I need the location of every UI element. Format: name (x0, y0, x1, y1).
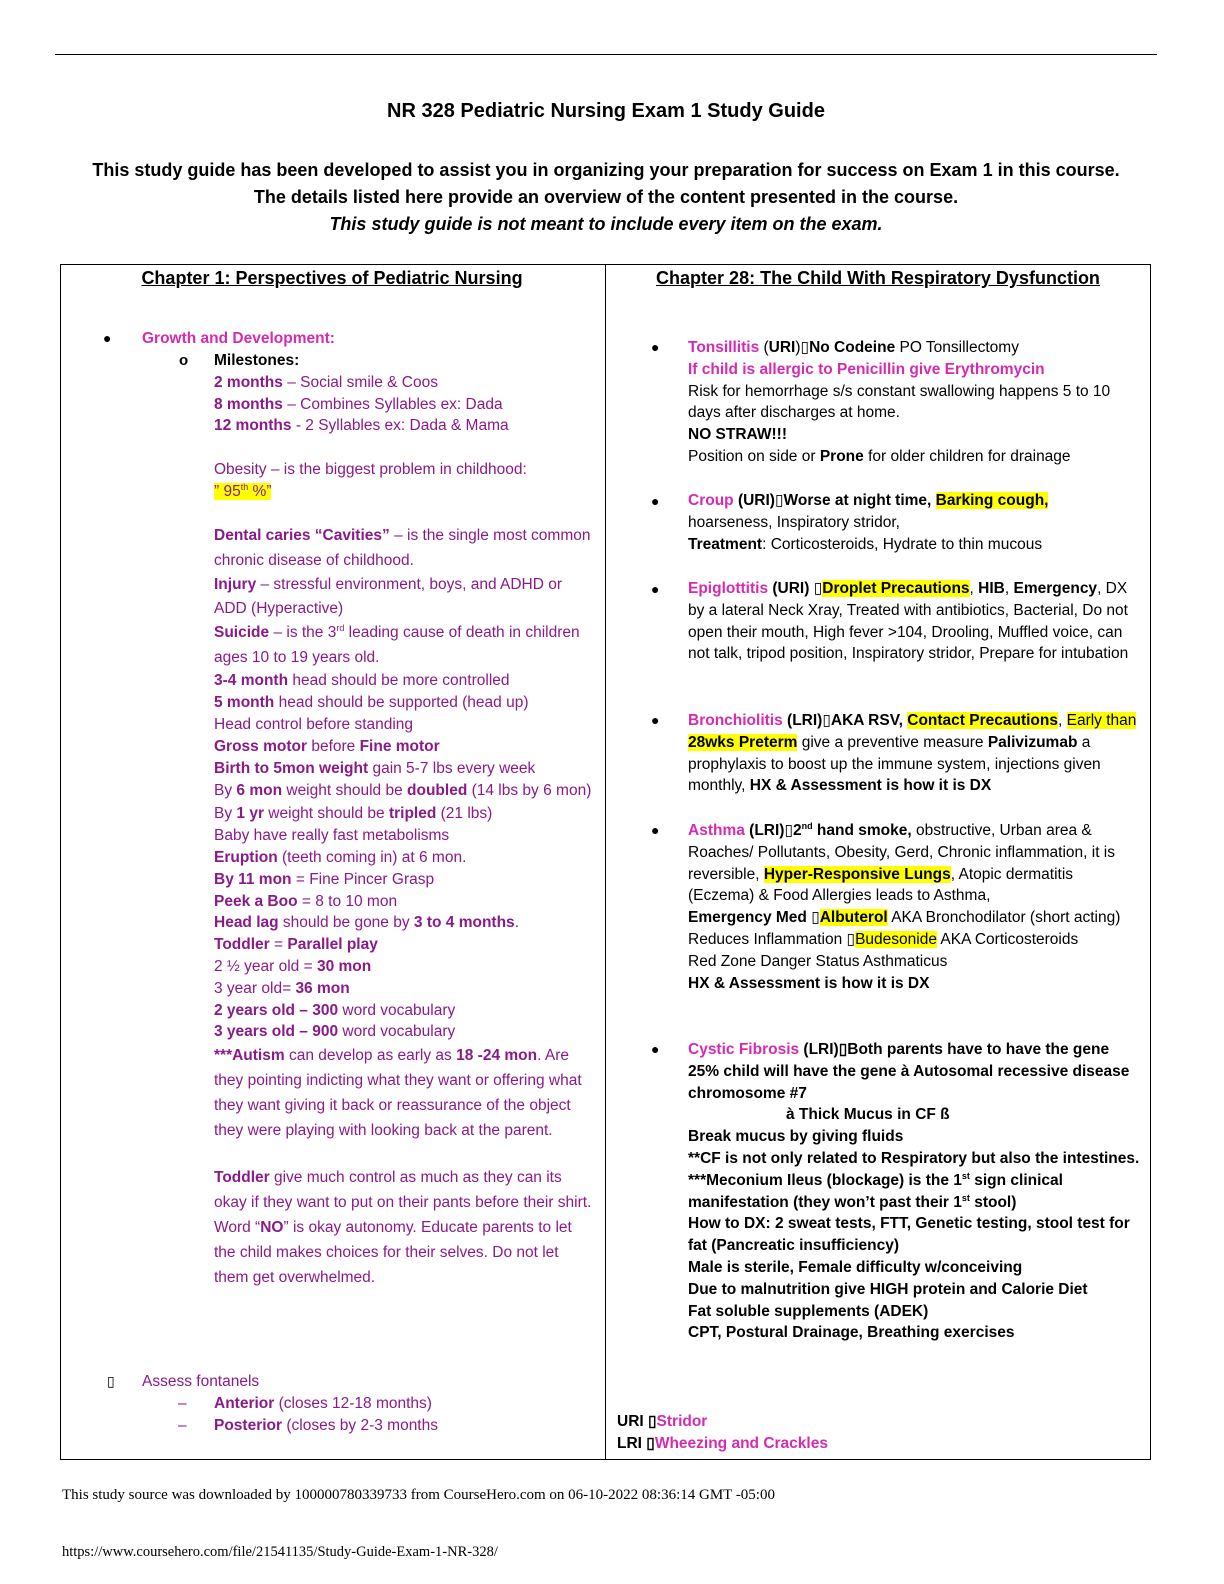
uri-summary: URI ▯Stridor (617, 1413, 708, 1430)
intro-line-2: The details listed here provide an overview of the content presented in the course. (253, 187, 959, 207)
lri-summary: LRI ▯Wheezing and Crackles (617, 1435, 828, 1452)
injury-line: Injury – stressful environment, boys, and ADHD or ADD (Hyperactive) (214, 576, 563, 618)
chapter-28-title: Chapter 28: The Child With Respiratory Dysfunction (656, 268, 1100, 288)
bullet-icon: ● (651, 493, 660, 509)
bullet-icon: ● (651, 1041, 660, 1057)
tonsillitis-block: Tonsillitis (URI)▯No Codeine PO Tonsillectomy If child is allergic to Penicillin give Erythromycin Risk for hemorrhage s/s constant swallowing happens 5 to 10 days after discharges at home. NO STRAW!!! Position on side or Prone for older children for drainage (688, 339, 1111, 465)
obesity-line: Obesity – is the biggest problem in childhood: (214, 460, 527, 478)
bullet-icon: ● (651, 822, 660, 838)
bullet-icon: ● (103, 330, 112, 346)
source-footer: This study source was downloaded by 100000780339733 from CourseHero.com on 06-10-2022 08:36:14 GMT -05:00 (62, 1487, 775, 1503)
caries-line: Dental caries “Cavities” – is the single most common chronic disease of childhood. (214, 527, 591, 569)
bullet-icon: ● (651, 712, 660, 728)
sub-bullet-icon: o (179, 352, 189, 369)
dash-icon: – (178, 1395, 187, 1412)
column-divider (605, 264, 606, 1460)
asthma-block: Asthma (LRI)▯2nd hand smoke, obstructive, Urban area & Roaches/ Pollutants, Obesity, Gerd, Chronic inflammation, it is reversible, Hyper-Responsive Lungs, Atopic dermatitis (Eczema) & Food Allergies leads to Asthma, Emergency Med ▯Albuterol AKA Bronchodilator (short acting) Reduces Inflammation ▯Budesonide AKA Corticosteroids Red Zone Danger Status Asthmaticus HX & Assessment is how it is DX (688, 820, 1121, 992)
croup-block: Croup (URI)▯Worse at night time, Barking cough, hoarseness, Inspiratory stridor, Treatment: Corticosteroids, Hydrate to thin mucous (688, 492, 1049, 553)
intro-line-1: This study guide has been developed to assist you in organizing your preparation for success on Exam 1 in this course. (92, 160, 1120, 180)
bullet-icon: ● (651, 339, 660, 355)
epiglottitis-block: Epiglottitis (URI) ▯Droplet Precautions, HIB, Emergency, DX by a lateral Neck Xray, Treated with antibiotics, Bacterial, Do not open their mouth, High fever >104, Drooling, Muffled voice, can not talk, tripod position, Inspiratory stridor, Prepare for intubation (688, 580, 1129, 663)
milestones-heading: Milestones: (214, 352, 300, 369)
source-url[interactable]: https://www.coursehero.com/file/21541135/Study-Guide-Exam-1-NR-328/ (62, 1544, 498, 1560)
intro-text (0, 157, 1212, 238)
missing-glyph-icon: ▯ (107, 1373, 115, 1389)
posterior-line: Posterior (closes by 2-3 months (214, 1417, 438, 1434)
intro-line-3: This study guide is not meant to include every item on the exam. (329, 214, 883, 234)
growth-heading: Growth and Development: (142, 330, 335, 347)
top-rule (55, 54, 1157, 55)
anterior-line: Anterior (closes 12-18 months) (214, 1395, 432, 1412)
autism-line: ***Autism can develop as early as 18 -24 mon. Are they pointing indicting what they want or offering what they want giving it back or reassurance of the object they were playing with looking back at the parent. (214, 1047, 582, 1140)
bullet-icon: ● (651, 581, 660, 597)
fontanels-heading: Assess fontanels (142, 1373, 260, 1390)
page-title: NR 328 Pediatric Nursing Exam 1 Study Guide (387, 100, 825, 122)
suicide-line: Suicide – is the 3rd leading cause of death in children ages 10 to 19 years old. (214, 623, 580, 666)
cystic-fibrosis-block: Cystic Fibrosis (LRI)▯Both parents have to have the gene 25% child will have the gene à Autosomal recessive disease chromosome #7 à Thick Mucus in CF ß Break mucus by giving fluids **CF is not only related to Respiratory but also the intestines. ***Meconium Ileus (blockage) is the 1st sign clinical manifestation (they won’t past their 1st stool) How to DX: 2 sweat tests, FTT, Genetic testing, stool test for fat (Pancreatic insufficiency) Male is sterile, Female difficulty w/conceiving Due to malnutrition give HIGH protein and Calorie Diet Fat soluble supplements (ADEK) CPT, Postural Drainage, Breathing exercises (688, 1041, 1140, 1342)
toddler-autonomy-line: Toddler give much control as much as they can its okay if they want to put on their pants before their shirt. Word “NO” is okay autonomy. Educate parents to let the child makes choices for their selves. Do not let them get overwhelmed. (214, 1168, 592, 1286)
dash-icon: – (178, 1417, 187, 1434)
chapter-1-title: Chapter 1: Perspectives of Pediatric Nursing (141, 268, 523, 288)
bronchiolitis-block: Bronchiolitis (LRI)▯AKA RSV, Contact Precautions, Early than 28wks Preterm give a preventive measure Palivizumab a prophylaxis to boost up the immune system, injections given monthly, HX & Assessment is how it is DX (688, 712, 1137, 795)
milestones-block: Milestones: 2 months – Social smile & Coos 8 months – Combines Syllables ex: Dada 12 months - 2 Syllables ex: Dada & Mama Obesity – is the biggest problem in childhood: ” 95th %” Dental caries “Cavities” – is the single most common chronic disease of childhood. Injury – stressful environment, boys, and ADHD or ADD (Hyperactive) Suicide – is the 3rd leading cause of death in children ages 10 to 19 years old. 3-4 month head should be more controlled 5 month head should be supported (head up) Head control before standing Gross motor before Fine motor Birth to 5mon weight gain 5-7 lbs every week By 6 mon weight should be doubled (14 lbs by 6 mon) By 1 yr weight should be tripled (21 lbs) Baby have really fast metabolisms Eruption (teeth coming in) at 6 mon. By 11 mon = Fine Pincer Grasp Peek a Boo = 8 to 10 mon Head lag should be gone by 3 to 4 months. Toddler = Parallel play 2 ½ year old = 30 mon 3 year old= 36 mon 2 years old – 300 word vocabulary 3 years old – 900 word vocabulary ***Autism can develop as early as 18 -24 mon. Are they pointing indicting what they want or offering what they want giving it back or reassurance of the object they were playing with looking back at the parent. Toddler give much control as much as they can its okay if they want to put on their pants before their shirt. Word “NO” is okay autonomy. Educate parents to let the child makes choices for their selves. Do not let them get overwhelmed. (214, 350, 596, 1290)
